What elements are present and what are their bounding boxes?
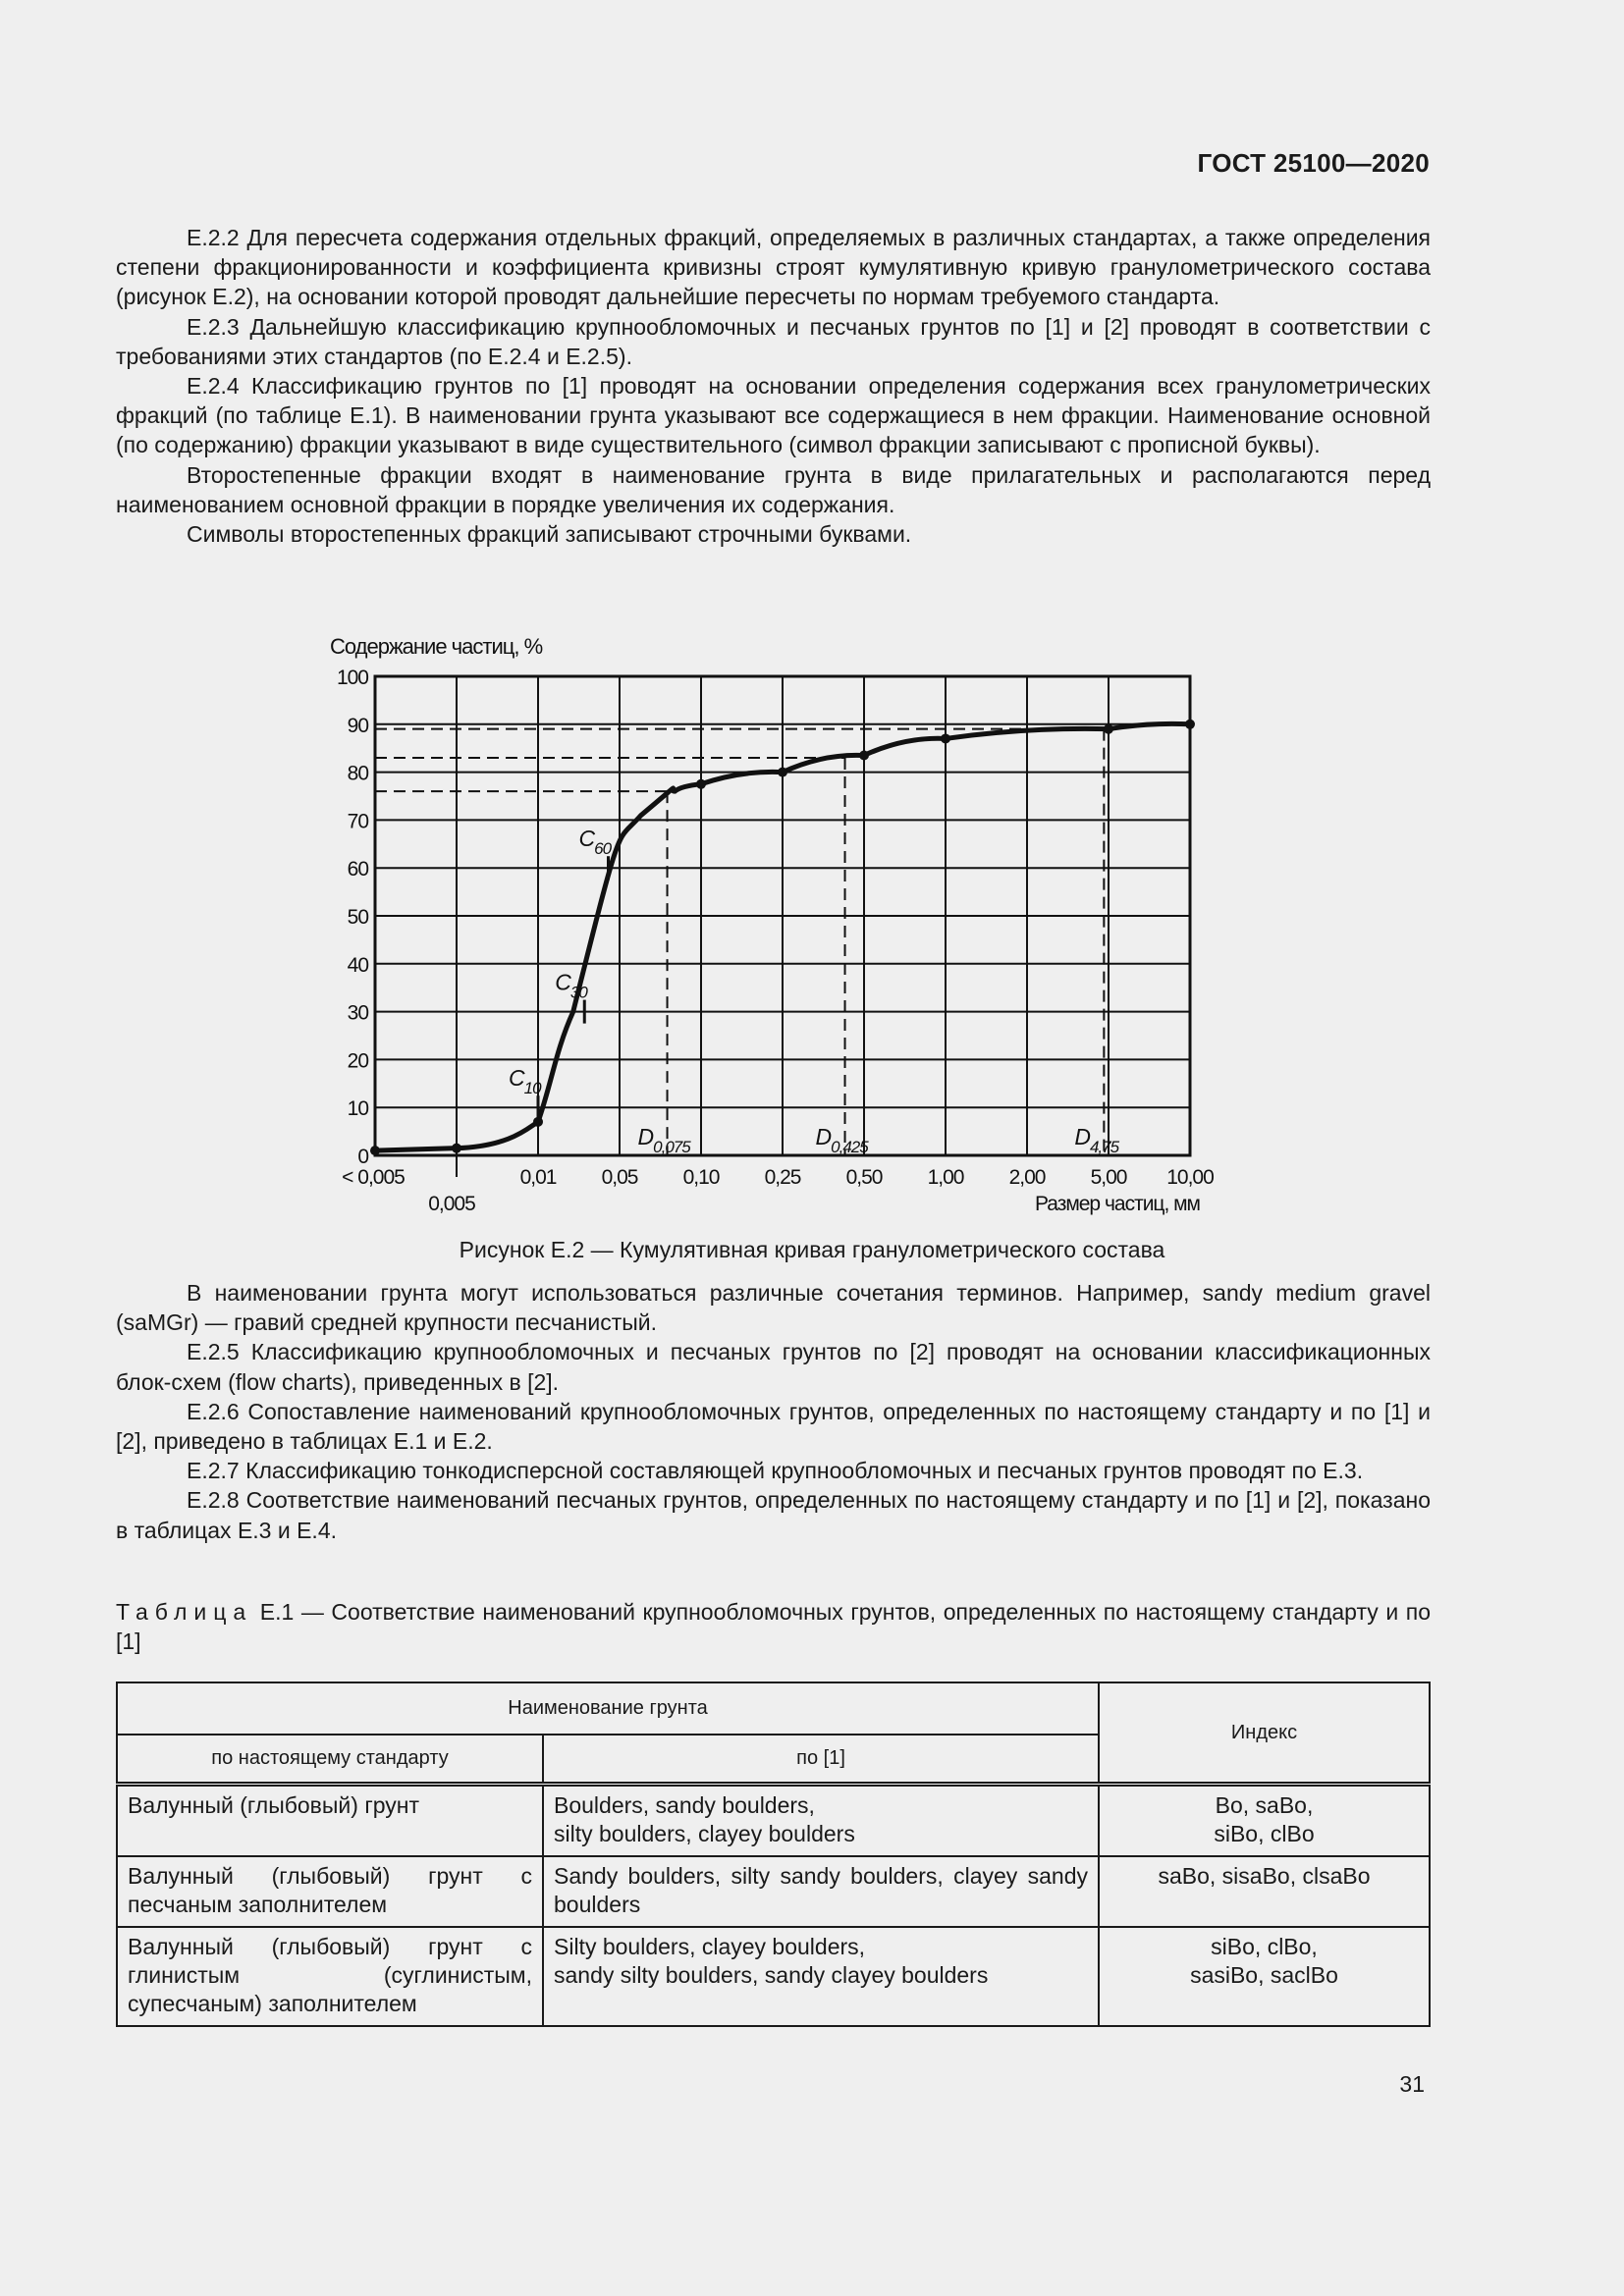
y-tick-label: 50	[347, 906, 368, 929]
table-caption-text: Е.1 — Соответствие наименований крупнообломочных грунтов, определенных по настоящему стандарту и по [1]	[116, 1599, 1431, 1654]
cell-line: Bo, saBo,	[1215, 1792, 1314, 1818]
cell-index	[1099, 1927, 1430, 2026]
data-point	[452, 1144, 461, 1153]
paragraph: Второстепенные фракции входят в наименование грунта в виде прилагательных и располагаются перед наименованием основной фракции в порядке увеличения их содержания.	[116, 461, 1431, 517]
cell-line: Sandy boulders, silty sandy boulders, clayey sandy boulders	[554, 1863, 1088, 1917]
x-tick-label: 0,50	[845, 1166, 883, 1189]
y-tick-label: 70	[347, 810, 368, 833]
paragraph: Символы второстепенных фракций записывают строчными буквами.	[187, 521, 912, 548]
y-tick-label: 40	[347, 953, 368, 977]
cell-line: sandy silty boulders, sandy clayey boulders	[554, 1962, 989, 1988]
cell-line: Boulders, sandy boulders,	[554, 1792, 815, 1818]
paragraph: Е.2.6 Сопоставление наименований крупнообломочных грунтов, определенных по настоящему стандарту и по [1] и [2], приведено в таблицах Е.1 и Е.2.	[116, 1398, 1431, 1455]
chart-grid	[375, 676, 1190, 1155]
y-tick-label: 20	[347, 1049, 368, 1073]
data-point	[1185, 720, 1195, 729]
y-tick-label: 30	[347, 1001, 368, 1025]
cell-name-this-standard: Валунный (глыбовый) грунт с глинистым (суглинистым, супесчаным) заполнителем	[117, 1927, 543, 2026]
cell-name-ref-1	[543, 1785, 1099, 1857]
soil-names-table	[116, 1682, 1431, 2027]
cell-line: silty boulders, clayey boulders	[554, 1821, 855, 1846]
table-row	[117, 1927, 1430, 2026]
y-axis-label: Содержание частиц, %	[330, 634, 543, 659]
cell-name-this-standard: Валунный (глыбовый) грунт с песчаным заполнителем	[117, 1856, 543, 1927]
y-tick-label: 100	[336, 667, 368, 689]
paragraph: Е.2.2 Для пересчета содержания отдельных фракций, определяемых в различных стандартах, а также определения степени фракционированности и коэффициента кривизны строят кумулятивную кривую гранулометрического состава (рисунок Е.2), на основании которой проводят дальнейшие пересчеты по нормам требуемого стандарта.	[116, 225, 1431, 310]
annotation-subscript: 4,75	[1089, 1138, 1119, 1156]
annotation-label: $C_{30}$	[555, 969, 587, 1002]
data-point	[941, 733, 950, 743]
y-tick-label: 10	[347, 1097, 368, 1121]
paragraph: Е.2.4 Классификацию грунтов по [1] проводят на основании определения содержания всех гранулометрических фракций (по таблице Е.1). В наименовании грунта указывают все содержащиеся в нем фракции. Наименование основной (по содержанию) фракции указывают в виде существительного (символ фракции записывают с прописной буквы).	[116, 373, 1431, 458]
header-ref-1: по [1]	[543, 1735, 1099, 1785]
header-this-standard: по настоящему стандарту	[117, 1735, 543, 1785]
annotation-subscript: 0,075	[653, 1138, 690, 1156]
x-tick-label: 0,25	[764, 1166, 801, 1189]
cell-line: siBo, clBo	[1214, 1821, 1315, 1846]
cumulative-curve-chart	[324, 628, 1237, 1217]
data-point	[859, 751, 869, 761]
chart-labels	[330, 634, 1214, 1215]
x-tick-label: 0,005	[428, 1193, 475, 1215]
cell-index	[1099, 1856, 1430, 1927]
cell-line: Silty boulders, clayey boulders,	[554, 1934, 866, 1959]
page-number: 31	[1399, 2071, 1425, 2097]
annotation-label: $C_{60}$	[578, 826, 612, 859]
x-tick-label: 10,00	[1166, 1166, 1214, 1189]
cell-line: sasiBo, saclBo	[1190, 1962, 1338, 1988]
data-point	[696, 779, 706, 789]
table-caption	[116, 1597, 1431, 1656]
y-tick-label: 80	[347, 762, 368, 785]
x-tick-label: 0,01	[519, 1166, 557, 1189]
cell-name-this-standard: Валунный (глыбовый) грунт	[117, 1785, 543, 1857]
data-point	[370, 1146, 380, 1155]
table-row	[117, 1785, 1430, 1857]
x-tick-label: 0,10	[682, 1166, 720, 1189]
annotation-subscript: 30	[569, 983, 587, 1002]
annotation-label: $D_{4,75}$	[1074, 1124, 1119, 1156]
paragraph: Е.2.3 Дальнейшую классификацию крупнообломочных и песчаных грунтов по [1] и [2] проводят в соответствии с требованиями этих стандартов (по Е.2.4 и Е.2.5).	[116, 313, 1431, 369]
data-point	[778, 768, 787, 777]
standard-header: ГОСТ 25100—2020	[1197, 148, 1430, 178]
paragraph: В наименовании грунта могут использоваться различные сочетания терминов. Например, sandy medium gravel (saMGr) — гравий средней крупности песчанистый.	[116, 1280, 1431, 1336]
table-row	[117, 1856, 1430, 1927]
data-point	[1104, 724, 1113, 734]
annotation-label: $D_{0,425}$	[815, 1124, 868, 1156]
header-soil-name: Наименование грунта	[117, 1682, 1099, 1735]
annotation-subscript: 10	[523, 1079, 541, 1098]
x-tick-label: 2,00	[1008, 1166, 1046, 1189]
x-tick-label: 0,05	[601, 1166, 638, 1189]
text-block-top	[116, 223, 1431, 549]
y-tick-label: 0	[357, 1146, 368, 1168]
cell-line: siBo, clBo,	[1211, 1934, 1318, 1959]
text-block-middle	[116, 1278, 1431, 1545]
header-index: Индекс	[1099, 1682, 1430, 1785]
x-axis-label: Размер частиц, мм	[1034, 1193, 1200, 1215]
cell-line: saBo, sisaBo, clsaBo	[1158, 1863, 1371, 1889]
paragraph: Е.2.8 Соответствие наименований песчаных грунтов, определенных по настоящему стандарту и по [1] и [2], показано в таблицах Е.3 и Е.4.	[116, 1487, 1431, 1543]
x-tick-label: 5,00	[1090, 1166, 1127, 1189]
annotation-subscript: 60	[594, 839, 612, 859]
cell-index	[1099, 1785, 1430, 1857]
cell-name-ref-1	[543, 1927, 1099, 2026]
paragraph: Е.2.7 Классификацию тонкодисперсной составляющей крупнообломочных и песчаных грунтов проводят по Е.3.	[187, 1458, 1364, 1484]
annotation-label: $C_{10}$	[509, 1065, 541, 1098]
annotation-label: $D_{0,075}$	[637, 1124, 690, 1156]
paragraph: Е.2.5 Классификацию крупнообломочных и песчаных грунтов по [2] проводят на основании классификационных блок-схем (flow charts), приведенных в [2].	[116, 1339, 1431, 1395]
cell-name-ref-1	[543, 1856, 1099, 1927]
x-tick-label: 1,00	[927, 1166, 964, 1189]
figure-caption: Рисунок Е.2 — Кумулятивная кривая гранулометрического состава	[459, 1237, 1165, 1262]
x-tick-label: < 0,005	[342, 1166, 405, 1189]
chart-svg	[324, 628, 1237, 1217]
y-tick-label: 90	[347, 714, 368, 737]
annotation-subscript: 0,425	[831, 1138, 868, 1156]
y-tick-label: 60	[347, 858, 368, 881]
chart-guides	[375, 729, 1104, 1155]
table-caption-label: Таблица	[116, 1599, 253, 1625]
